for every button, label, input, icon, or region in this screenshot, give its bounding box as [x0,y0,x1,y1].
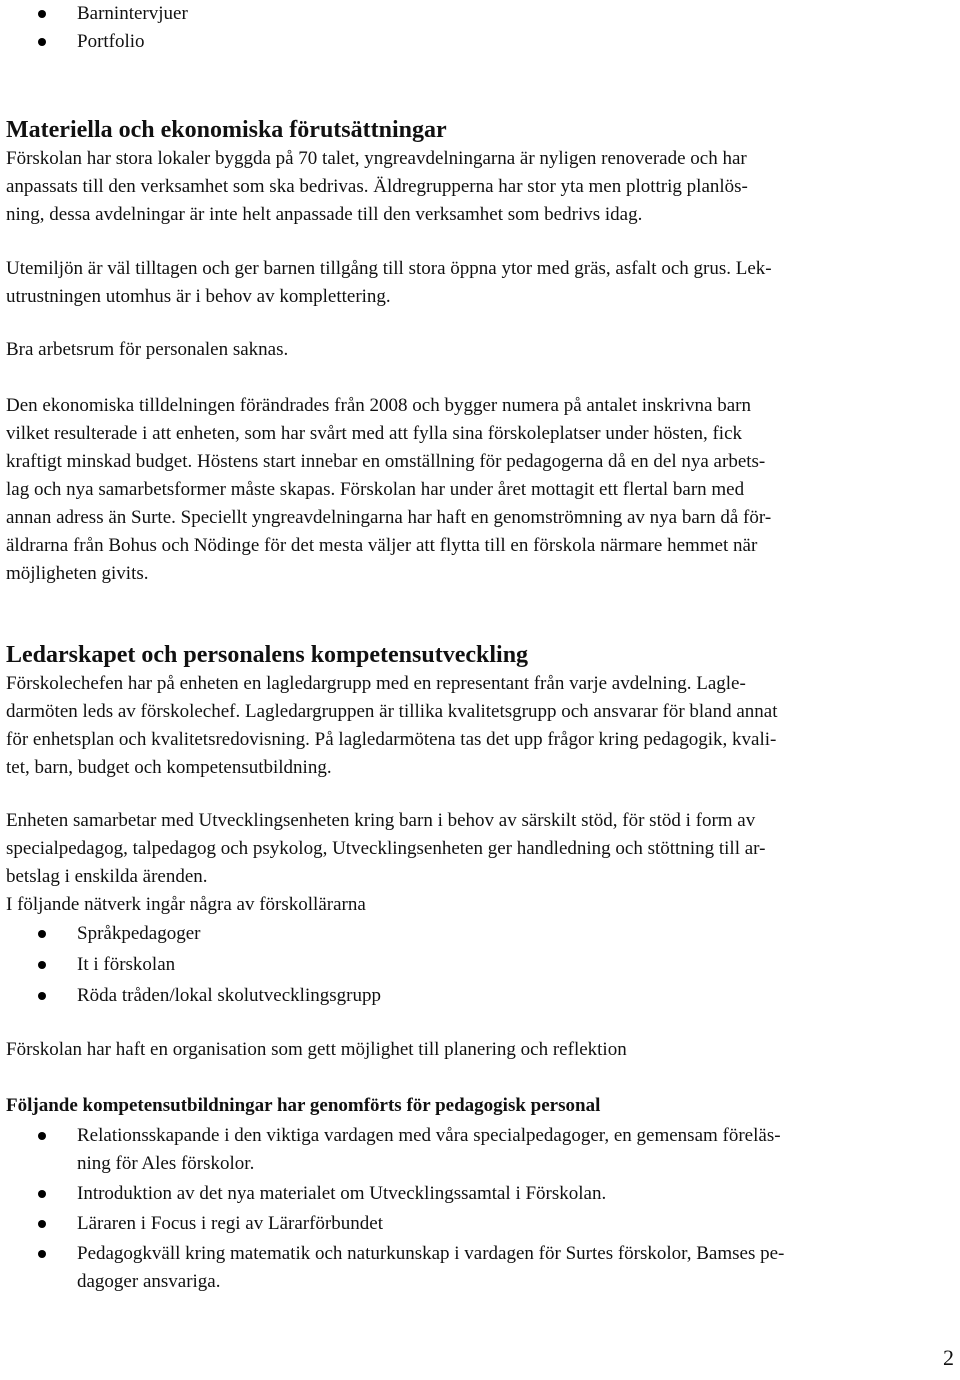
bullet-icon [38,1220,46,1228]
section-heading-ledarskap: Ledarskapet och personalens kompetensutveckling [6,642,529,668]
list-item: It i förskolan [0,951,950,982]
top-bullet-list [0,0,950,56]
list-item: Språkpedagoger [0,920,950,951]
bullet-icon [38,1132,46,1140]
bullet-icon [38,961,46,969]
bullet-icon [38,1250,46,1258]
list-item: Relationsskapande i den viktiga vardagen med våra specialpedagoger, en gemensam föreläs- ning för Ales förskolor. [0,1122,950,1178]
bullet-icon [38,930,46,938]
bullet-icon [38,10,46,18]
list-item: Läraren i Focus i regi av Lärarförbundet [0,1210,950,1238]
paragraph: Den ekonomiska tilldelningen förändrades från 2008 och bygger numera på antalet inskrivna barn vilket resulterade i att enheten, som har svårt med att fylla sina förskoleplatser under hösten, fick kraftigt minskad budget. Höstens start innebar en omställning för pedagogerna då en del nya arbets- lag och nya samarbetsformer måste skapas. Förskolan har under året mottagit ett flertal barn med annan adress än Surte. Speciellt yngreavdelningarna har haft en genomströmning av nya barn då för- äldrarna från Bohus och Nödinge för det mesta väljer att flytta till en förskola närmare hemmet när möjligheten givits. [6,395,772,584]
bullet-icon [38,1190,46,1198]
list-item: Portfolio [0,28,950,56]
list-item: Barnintervjuer [0,0,950,28]
paragraph: Förskolan har haft en organisation som gett möjlighet till planering och reflektion [6,1039,627,1060]
bullet-icon [38,38,46,46]
list-item: Introduktion av det nya materialet om Utvecklingssamtal i Förskolan. [0,1180,950,1208]
network-bullet-list [0,920,950,1013]
bullet-icon [38,992,46,1000]
training-bullet-list [0,1122,950,1296]
paragraph: Förskolechefen har på enheten en lagledargrupp med en representant från varje avdelning. Lagle- darmöten leds av förskolechef. Lagledargruppen är tillika kvalitetsgrupp och ansvarar för bland annat för enhetsplan och kvalitetsredovisning. På lagledarmötena tas det upp frågor kring pedagogik, kvali- tet, barn, budget och kompetensutbildning. [6,673,778,778]
paragraph: Utemiljön är väl tilltagen och ger barnen tillgång till stora öppna ytor med gräs, asfalt och grus. Lek- utrustningen utomhus är i behov av komplettering. [6,258,772,307]
subheading-training: Följande kompetensutbildningar har genomförts för pedagogisk personal [6,1095,601,1116]
list-item: Röda tråden/lokal skolutvecklingsgrupp [0,982,950,1013]
paragraph: Förskolan har stora lokaler byggda på 70 talet, yngreavdelningarna är nyligen renoverade och har anpassats till den verksamhet som ska bedrivas. Äldregrupperna har stor yta men plottrig planlös- ning, dessa avdelningar är inte helt anpassade till den verksamhet som bedrivs idag. [6,148,748,225]
paragraph: Bra arbetsrum för personalen saknas. [6,339,289,360]
section-heading-materiella: Materiella och ekonomiska förutsättningar [6,117,447,143]
list-item: Pedagogkväll kring matematik och naturkunskap i vardagen för Surtes förskolor, Bamses pe- dagoger ansvariga. [0,1240,950,1296]
page-number: 2 [943,1345,954,1370]
paragraph: Enheten samarbetar med Utvecklingsenheten kring barn i behov av särskilt stöd, för stöd i form av specialpedagog, talpedagog och psykolog, Utvecklingsenheten ger handledning och stöttning till ar- betslag i enskilda ärenden. I följande nätverk ingår några av förskollärarna [6,810,766,915]
